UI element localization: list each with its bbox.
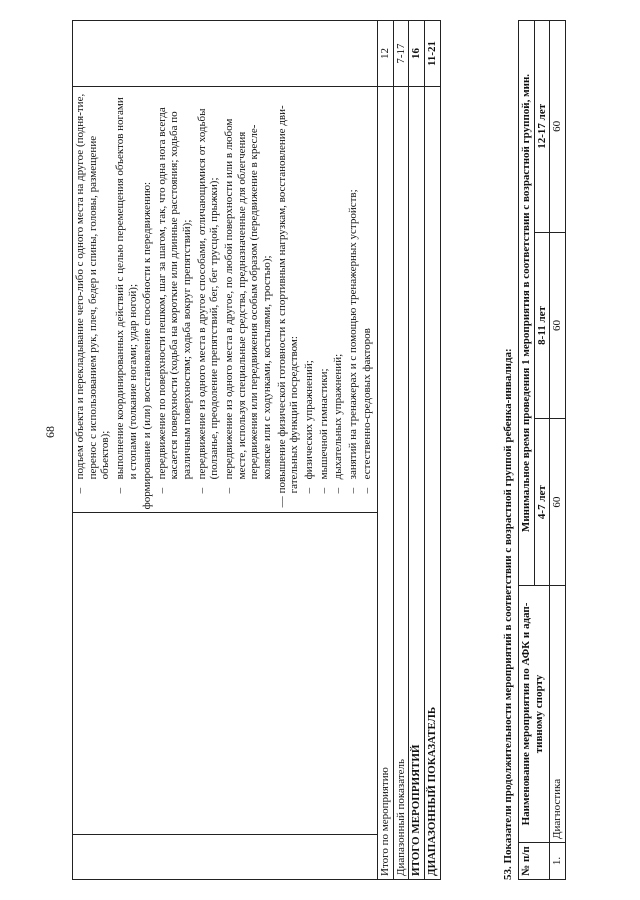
list-item-text: физических упражнений; [302, 360, 315, 480]
list-item [114, 90, 139, 509]
list-item-text: занятий на тренажерах и с помощью тренажерных устройств; [346, 189, 359, 480]
list-item [303, 90, 316, 509]
list-item [276, 90, 301, 509]
summary-label: Диапазонный показатель [393, 87, 409, 880]
summary-value: 11-21 [425, 21, 441, 87]
list-item [332, 90, 345, 509]
list-item-text: дыхательных упражнений; [332, 353, 345, 480]
row-value: 60 [550, 232, 566, 419]
summary-label: Итого по мероприятию [378, 87, 394, 880]
section-53-title: 53. Показатели продолжительности мероприятий в соответствии с возрастной группой ребенка-инвалида: [502, 348, 514, 880]
list-marker: – [317, 487, 330, 494]
list-marker: – [155, 487, 168, 494]
row-value: 60 [550, 21, 566, 233]
table-cell-name [73, 513, 378, 835]
list-marker: – [195, 487, 208, 494]
table-cell-num [73, 834, 378, 879]
list-item [318, 90, 331, 509]
list-item-text: мышечной гимнастики; [317, 368, 330, 480]
list-marker: – [361, 487, 374, 494]
list-item [74, 90, 112, 509]
summary-row [378, 21, 394, 880]
summary-value: 12 [378, 21, 394, 87]
list-item-text: повышение физической готовности к спортивным нагрузкам, восстановление дви-гательных функций посредством: [275, 105, 301, 494]
rehab-activities-table [72, 20, 441, 880]
summary-label: ДИАПАЗОННЫЙ ПОКАЗАТЕЛЬ [425, 87, 441, 880]
list-item-text: формирование и (или) восстановление способности к передвижению: [141, 181, 154, 510]
list-item [156, 90, 194, 509]
list-marker: – [223, 487, 236, 494]
list-marker: – [74, 487, 86, 494]
table-row [73, 21, 378, 880]
summary-rows [378, 21, 441, 880]
summary-value: 7-17 [393, 21, 409, 87]
list-item [141, 90, 154, 509]
header-num: № п/п [519, 843, 550, 880]
list-item-text: выполнение координированных действий с целью перемещения объектов ногами и стопами (толкание ногами; удар ногой); [113, 97, 139, 480]
summary-row [409, 21, 425, 880]
duration-table [518, 20, 566, 880]
list-marker: – [302, 487, 315, 494]
list-item-text: передвижение по поверхности пешком, шаг за шагом, так, что одна нога всегда касается поверхности (ходьба на короткие или длинные расстояния; ходьба по различным поверхностям; ходьба вокруг препятствий); [155, 107, 194, 480]
header-age-group: 8-11 лет [534, 232, 550, 419]
row-name: Диагностика [550, 586, 566, 843]
header-age-group: 12-17 лет [534, 21, 550, 233]
row-value: 60 [550, 419, 566, 586]
list-marker: — [275, 496, 288, 508]
summary-value: 16 [409, 21, 425, 87]
list-item-text: подъем объекта и перекладывание чего-либо с одного места на другое (подня-тие, перенос с использованием рук, плеч, бедер и спины, головы, размещение объектов); [74, 93, 112, 480]
list-item [361, 90, 374, 509]
list-marker: – [113, 487, 126, 494]
row-num: 1. [550, 843, 566, 880]
table-header-row [519, 21, 535, 880]
header-age-group: 4-7 лет [534, 419, 550, 586]
list-item-text: передвижение из одного места в другое, по любой поверхности или в любом месте, используя специальные средства, предназначенные для облегчения передвижения или передвижения особым образом (передвижение в кресле-коляске или с ходунками, костылями, тростью); [223, 118, 273, 480]
activity-items-list [74, 90, 374, 509]
header-time: Минимальное время проведения 1 мероприятия в соответствии с возрастной группой, мин. [519, 21, 535, 586]
list-marker: – [332, 487, 345, 494]
table-cell-content [73, 87, 378, 513]
table-row [550, 21, 566, 880]
list-item-text: передвижение из одного места в другое способами, отличающимися от ходьбы (ползанье, преодоление препятствий, бег, бег трусцой, прыжки); [195, 108, 221, 480]
list-item [347, 90, 360, 509]
rotated-page-content [72, 20, 617, 880]
summary-label: ИТОГО МЕРОПРИЯТИЙ [409, 87, 425, 880]
list-item [223, 90, 274, 509]
table-cell-value [73, 21, 378, 87]
summary-row [425, 21, 441, 880]
summary-row [393, 21, 409, 880]
list-item-text: естественно-средовых факторов [361, 328, 374, 480]
header-name: Наименование мероприятия по АФК и адап-тивному спорту [519, 586, 550, 843]
list-marker: – [346, 487, 359, 494]
page-number: 68 [43, 426, 57, 438]
list-item [196, 90, 221, 509]
